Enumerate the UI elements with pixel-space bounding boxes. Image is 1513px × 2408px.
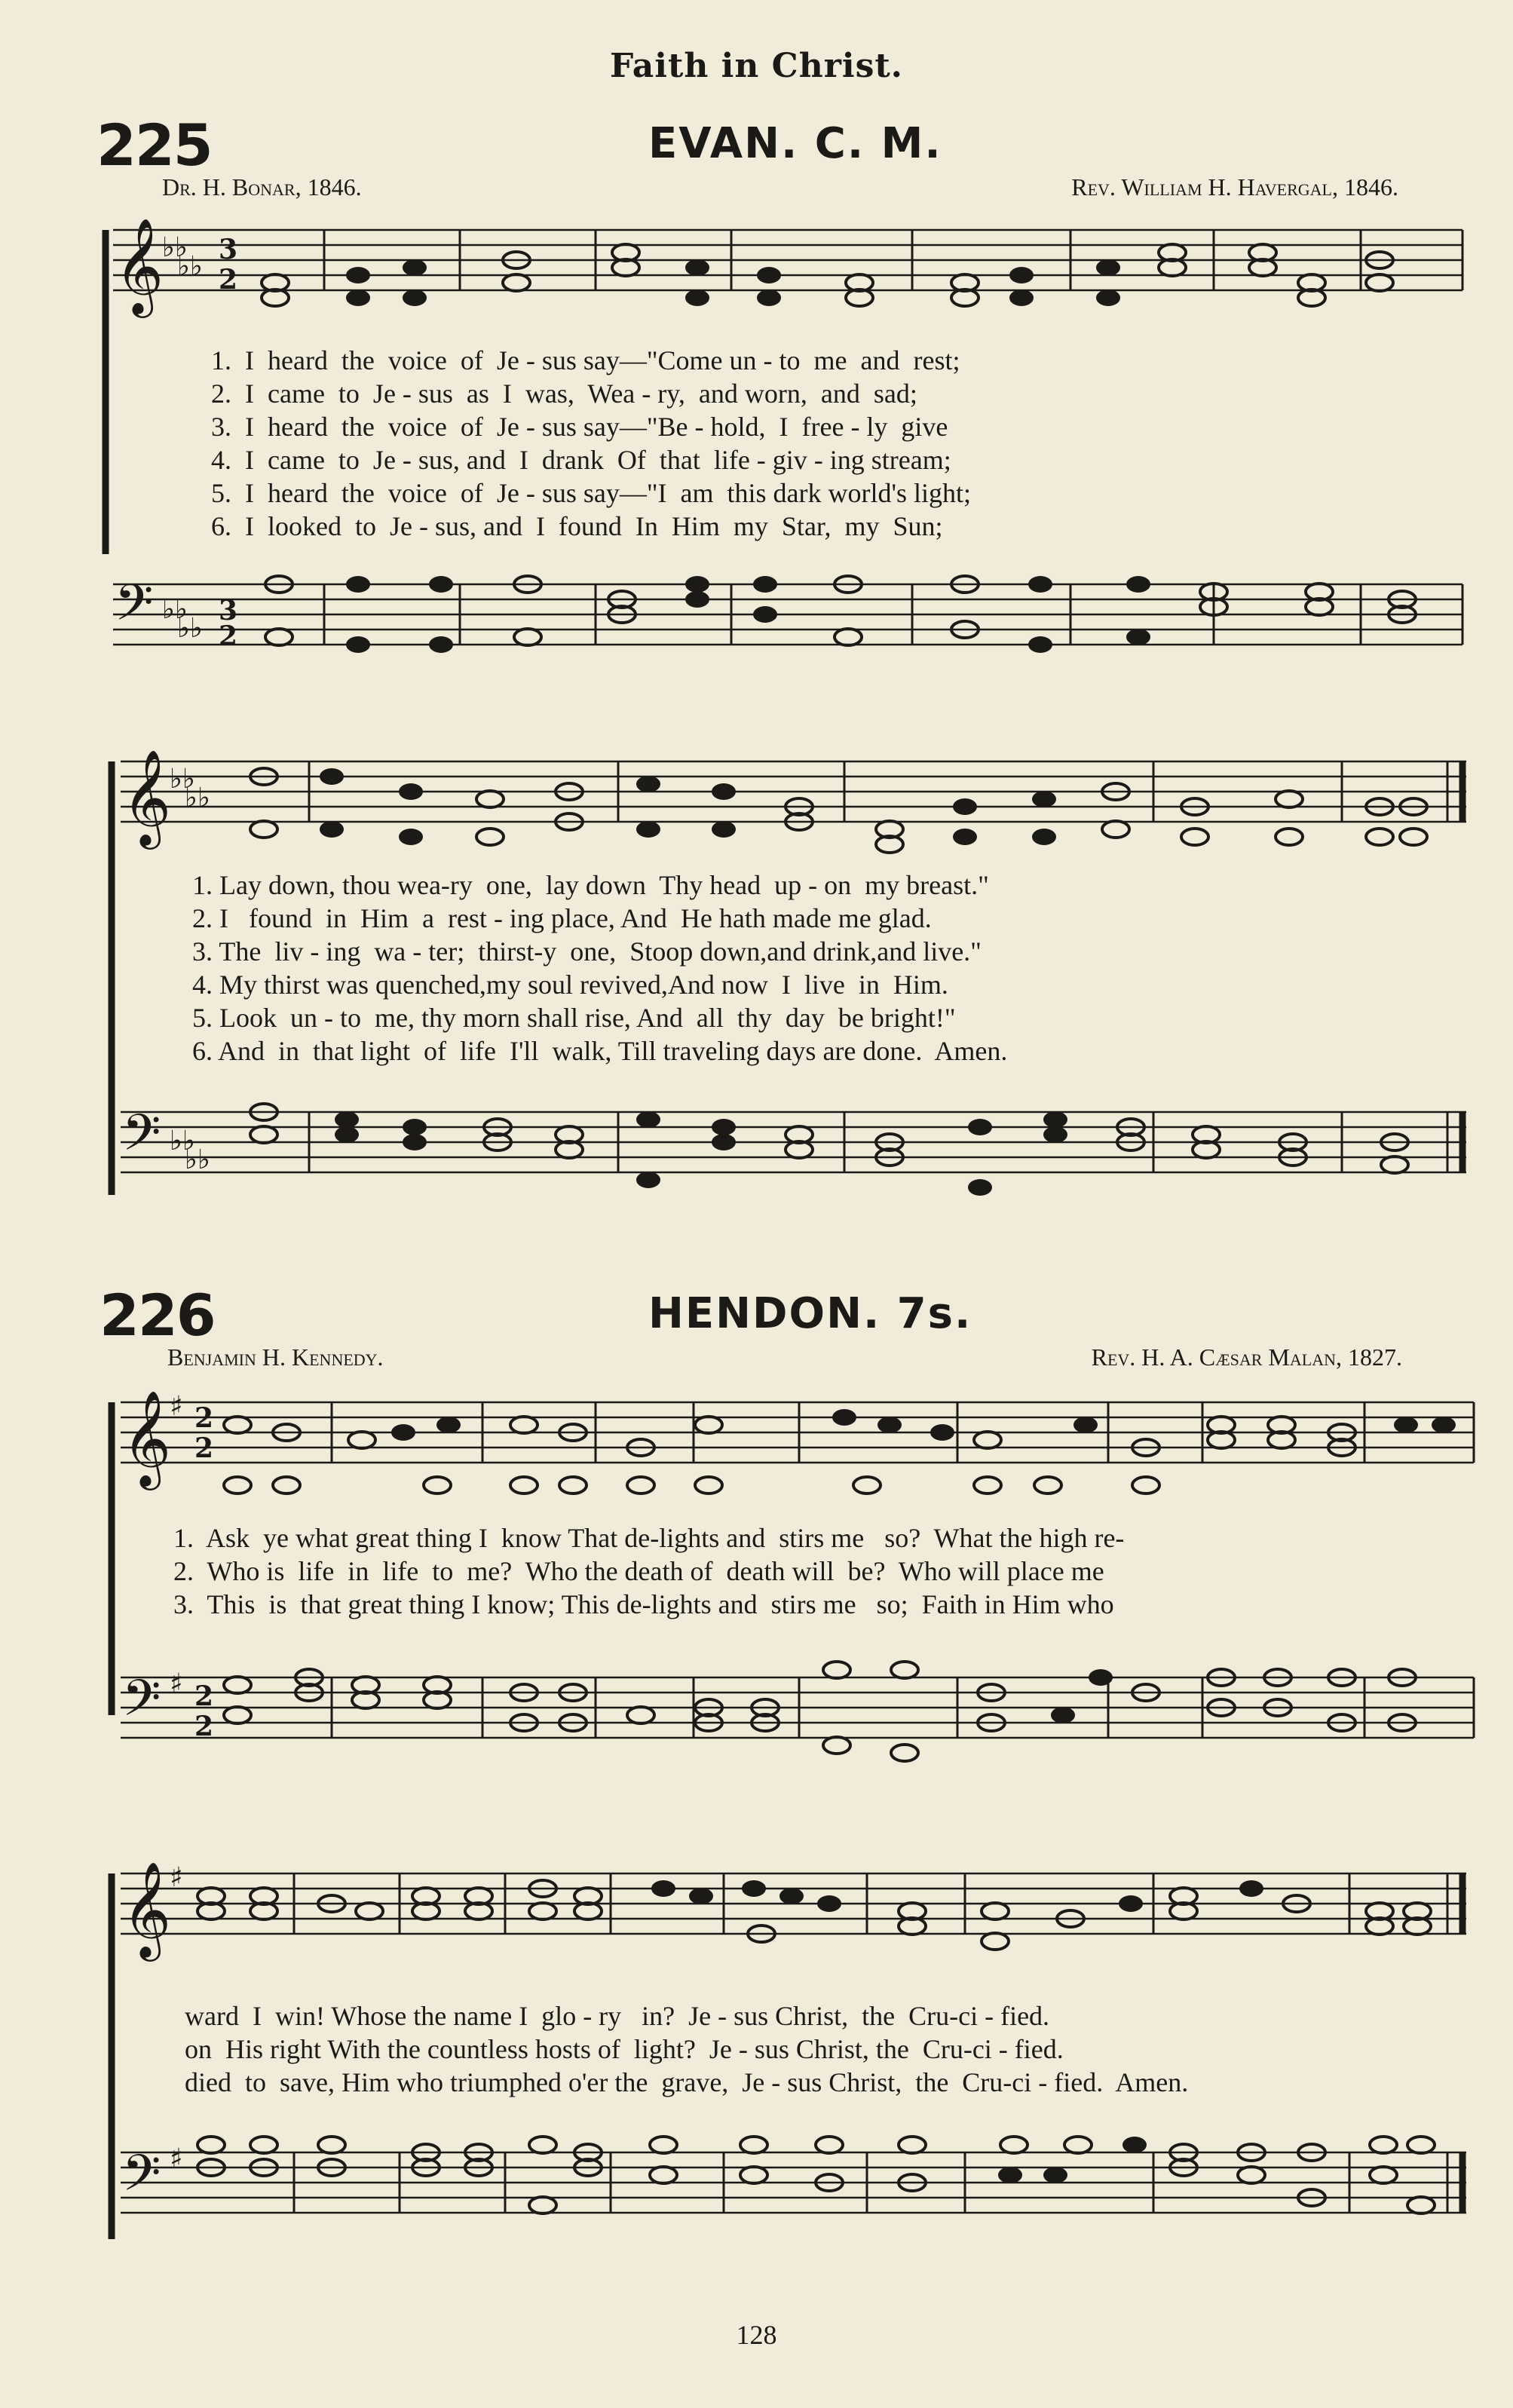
verse-1: 1. Ask ye what great thing I know That de-lights and stirs me so? What the high re- <box>173 1523 1125 1553</box>
svg-text:♭♭: ♭♭ <box>185 1144 210 1175</box>
bass-clef-icon: 𝄢 <box>115 574 154 644</box>
bass-staff <box>106 2134 1478 2269</box>
tune-name: EVAN. C. M. <box>648 119 942 168</box>
bass-clef-icon: 𝄢 <box>122 1104 161 1174</box>
svg-text:2: 2 <box>219 620 238 652</box>
svg-text:♭♭: ♭♭ <box>162 594 188 625</box>
treble-clef-icon: 𝄞 <box>122 749 172 845</box>
words-credit: Dr. H. Bonar, 1846. <box>162 173 362 201</box>
treble-clef-icon: 𝄞 <box>122 1861 172 1957</box>
treble-clef-icon: 𝄞 <box>122 1389 172 1486</box>
verse-1: 1. Lay down, thou wea-ry one, lay down Thy head up - on my breast." <box>192 870 989 900</box>
page-number: 128 <box>736 2320 777 2350</box>
svg-text:♭♭: ♭♭ <box>162 232 188 263</box>
verse-2: on His right With the countless hosts of light? Je - sus Christ, the Cru-ci - fied. <box>185 2034 1064 2064</box>
verse-3: 3. The liv - ing wa - ter; thirst-y one, Stoop down,and drink,and live." <box>192 936 982 967</box>
svg-text:2: 2 <box>194 1432 214 1464</box>
svg-text:♭♭: ♭♭ <box>170 764 195 795</box>
hymn-number: 226 <box>100 1282 215 1349</box>
verse-3: died to save, Him who triumphed o'er the grave, Je - sus Christ, the Cru-ci - fied. Amen. <box>185 2067 1189 2097</box>
svg-text:3: 3 <box>219 234 238 265</box>
words-credit: Benjamin H. Kennedy. <box>167 1343 384 1371</box>
svg-text:♭♭: ♭♭ <box>170 1126 195 1157</box>
verse-2: 2. I came to Je - sus as I was, Wea - ry, and worn, and sad; <box>211 378 917 409</box>
verse-6: 6. And in that light of life I'll walk, Till traveling days are done. Amen. <box>192 1036 1008 1066</box>
bass-clef-icon: 𝄢 <box>122 1669 161 1739</box>
verse-1: ward I win! Whose the name I glo - ry in? Je - sus Christ, the Cru-ci - fied. <box>185 2001 1050 2031</box>
svg-text:♯: ♯ <box>170 2143 183 2174</box>
treble-staff <box>98 217 1466 343</box>
svg-text:3: 3 <box>219 595 238 627</box>
bass-staff <box>106 1093 1474 1229</box>
treble-staff <box>106 1391 1478 1512</box>
tune-name: HENDON. 7s. <box>648 1289 972 1338</box>
treble-staff <box>106 1862 1478 1983</box>
verse-6: 6. I looked to Je - sus, and I found In Him my Star, my Sun; <box>211 511 943 541</box>
treble-clef-icon: 𝄞 <box>115 217 164 314</box>
verse-4: 4. I came to Je - sus, and I drank Of that life - giv - ing stream; <box>211 445 951 475</box>
bass-staff <box>98 573 1466 709</box>
svg-text:♯: ♯ <box>170 1668 183 1699</box>
verse-3: 3. I heard the voice of Je - sus say—"Be - hold, I free - ly give <box>211 412 948 442</box>
music-credit: Rev. H. A. Cæsar Malan, 1827. <box>1091 1343 1402 1371</box>
svg-text:♭♭: ♭♭ <box>185 783 210 813</box>
verse-5: 5. Look un - to me, thy morn shall rise, And all thy day be bright!" <box>192 1003 956 1033</box>
treble-staff <box>106 750 1474 871</box>
verse-3: 3. This is that great thing I know; This de-lights and stirs me so; Faith in Him who <box>173 1589 1114 1619</box>
svg-text:♭♭: ♭♭ <box>177 613 203 644</box>
svg-text:2: 2 <box>194 1711 214 1742</box>
bass-clef-icon: 𝄢 <box>122 2144 161 2214</box>
bass-staff <box>106 1659 1478 1794</box>
page-header: Faith in Christ. <box>609 47 904 85</box>
svg-text:2: 2 <box>194 1680 214 1712</box>
svg-text:♯: ♯ <box>170 1862 183 1893</box>
hymn-number: 225 <box>96 112 212 179</box>
verse-5: 5. I heard the voice of Je - sus say—"I am this dark world's light; <box>211 478 971 508</box>
verse-1: 1. I heard the voice of Je - sus say—"Come un - to me and rest; <box>211 345 960 375</box>
music-credit: Rev. William H. Havergal, 1846. <box>1071 173 1398 201</box>
svg-text:♯: ♯ <box>170 1391 183 1422</box>
verse-2: 2. Who is life in life to me? Who the death of death will be? Who will place me <box>173 1556 1104 1586</box>
svg-text:♭♭: ♭♭ <box>177 251 203 282</box>
svg-text:2: 2 <box>219 264 238 296</box>
svg-text:2: 2 <box>194 1402 214 1434</box>
verse-2: 2. I found in Him a rest - ing place, And He hath made me glad. <box>192 903 932 933</box>
verse-4: 4. My thirst was quenched,my soul revived,And now I live in Him. <box>192 970 948 1000</box>
